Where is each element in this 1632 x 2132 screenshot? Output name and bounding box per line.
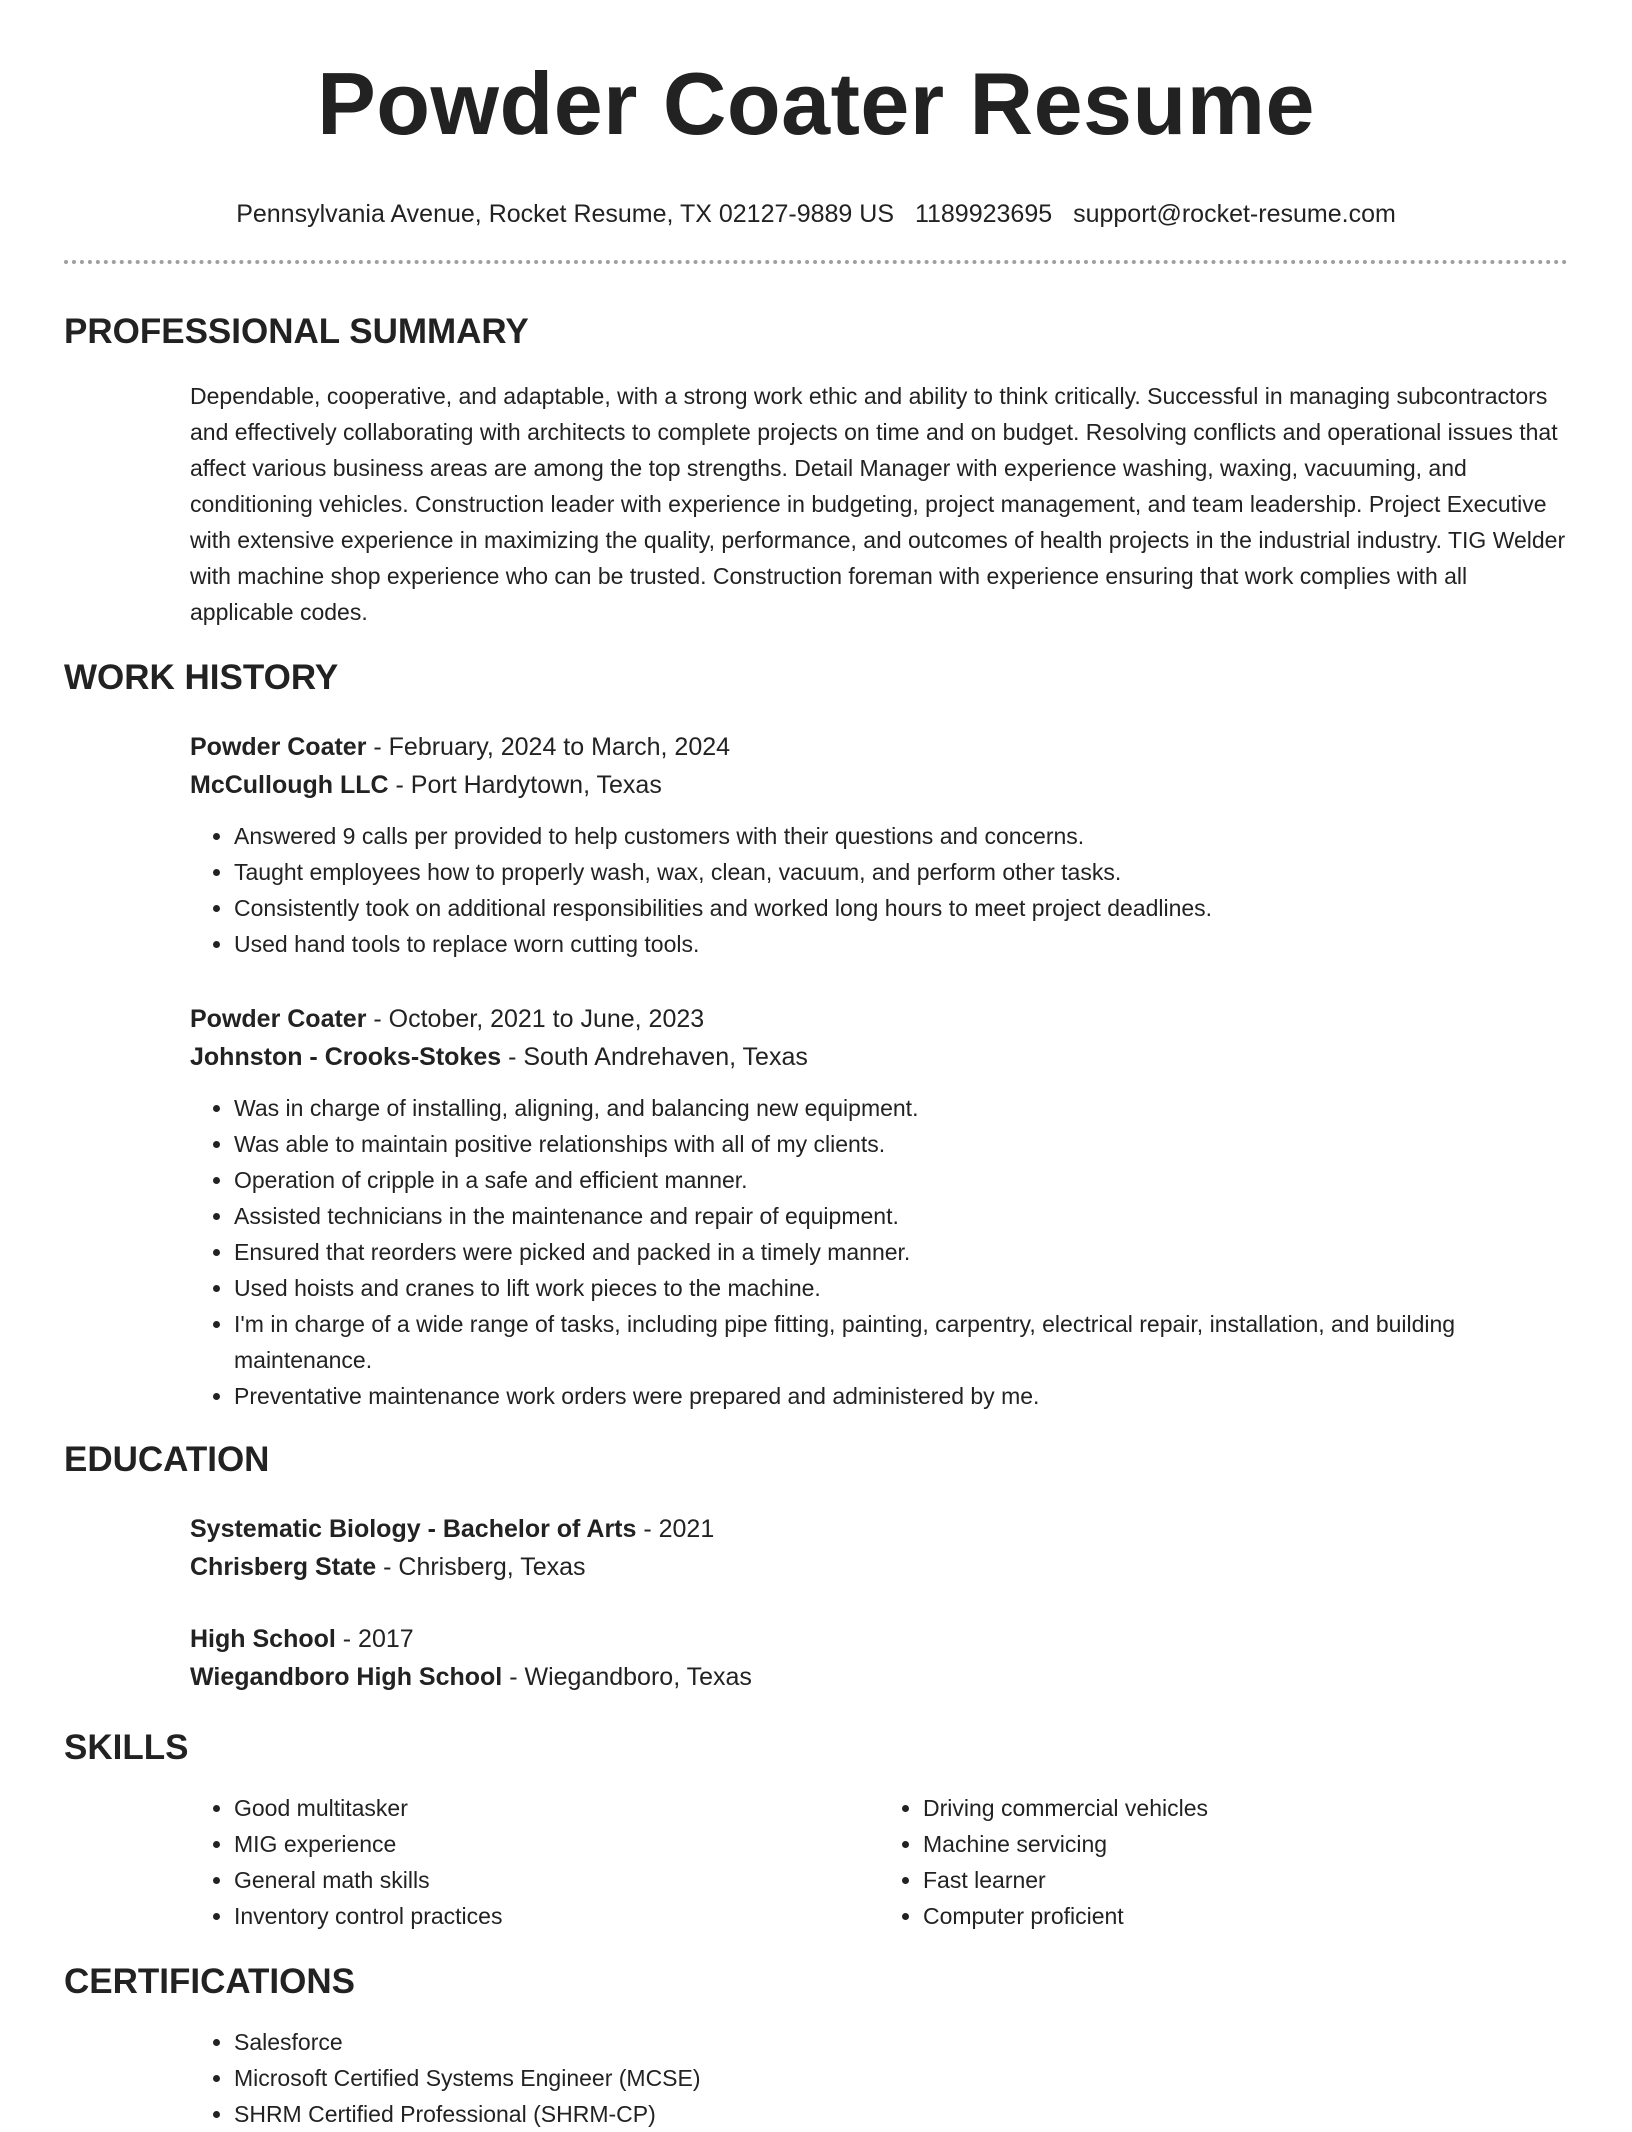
- education-school: Wiegandboro High School: [190, 1663, 503, 1691]
- job-company: McCullough LLC: [190, 771, 389, 799]
- job-role: Powder Coater: [190, 733, 367, 761]
- skills-section: [64, 1726, 1568, 1934]
- list-item: • Driving commercial vehicles: [923, 1790, 1568, 1826]
- work-history-section: [64, 656, 1568, 1414]
- list-item: • Operation of cripple in a safe and efficient manner.: [234, 1162, 1568, 1198]
- skills-column-right: [879, 1790, 1568, 1934]
- work-history-heading: WORK HISTORY: [64, 658, 339, 697]
- education-year: - 2017: [335, 1625, 414, 1653]
- education-degree-line: [190, 1620, 1568, 1658]
- list-item: • MIG experience: [234, 1826, 879, 1862]
- skills-heading: SKILLS: [64, 1728, 189, 1767]
- skills-column-left: [190, 1790, 879, 1934]
- list-item: • Was able to maintain positive relationships with all of my clients.: [234, 1126, 1568, 1162]
- education-year: - 2021: [636, 1515, 715, 1543]
- education-degree: High School: [190, 1625, 336, 1653]
- education-degree: Systematic Biology - Bachelor of Arts: [190, 1515, 637, 1543]
- list-item: • Salesforce: [234, 2024, 1568, 2060]
- job-entry: [190, 1000, 1568, 1414]
- list-item: • I'm in charge of a wide range of tasks, including pipe fitting, painting, carpentry, electrical repair, installation, and building maintenance.: [234, 1306, 1568, 1378]
- contact-email[interactable]: support@rocket-resume.com: [1073, 200, 1396, 228]
- skills-grid: [190, 1790, 1568, 1934]
- education-entry: [190, 1620, 1568, 1696]
- list-item: • Ensured that reorders were picked and packed in a timely manner.: [234, 1234, 1568, 1270]
- education-school-line: [190, 1548, 1568, 1586]
- education-section: [64, 1438, 1568, 1696]
- list-item: • General math skills: [234, 1862, 879, 1898]
- education-school-line: [190, 1658, 1568, 1696]
- job-title-line: [190, 728, 1568, 766]
- certifications-section: [64, 1960, 1568, 2132]
- education-location: - Wiegandboro, Texas: [502, 1663, 752, 1691]
- list-item: • Used hoists and cranes to lift work pieces to the machine.: [234, 1270, 1568, 1306]
- list-item: • Good multitasker: [234, 1790, 879, 1826]
- summary-heading: PROFESSIONAL SUMMARY: [64, 312, 529, 351]
- list-item: • Computer proficient: [923, 1898, 1568, 1934]
- list-item: • SHRM Certified Professional (SHRM-CP): [234, 2096, 1568, 2132]
- list-item: • Fast learner: [923, 1862, 1568, 1898]
- job-company: Johnston - Crooks-Stokes: [190, 1043, 502, 1071]
- list-item: • Used hand tools to replace worn cutting tools.: [234, 926, 1568, 962]
- resume-title: Powder Coater Resume: [317, 54, 1315, 153]
- list-item: • Machine servicing: [923, 1826, 1568, 1862]
- certifications-heading: CERTIFICATIONS: [64, 1962, 356, 2001]
- list-item: • Microsoft Certified Systems Engineer (MCSE): [234, 2060, 1568, 2096]
- job-location: - South Andrehaven, Texas: [501, 1043, 808, 1071]
- certifications-list: [190, 2024, 1568, 2132]
- contact-line: [0, 198, 1632, 230]
- job-dates: - October, 2021 to June, 2023: [366, 1005, 705, 1033]
- summary-section: [64, 310, 1568, 630]
- header-divider: [64, 260, 1568, 264]
- list-item: • Was in charge of installing, aligning, and balancing new equipment.: [234, 1090, 1568, 1126]
- list-item: • Answered 9 calls per provided to help customers with their questions and concerns.: [234, 818, 1568, 854]
- contact-phone[interactable]: 1189923695: [914, 200, 1053, 228]
- job-location: - Port Hardytown, Texas: [388, 771, 662, 799]
- job-company-line: [190, 1038, 1568, 1076]
- list-item: • Inventory control practices: [234, 1898, 879, 1934]
- job-role: Powder Coater: [190, 1005, 367, 1033]
- job-bullets: [190, 818, 1568, 962]
- education-degree-line: [190, 1510, 1568, 1548]
- job-company-line: [190, 766, 1568, 804]
- job-entry: [190, 728, 1568, 962]
- list-item: • Assisted technicians in the maintenance and repair of equipment.: [234, 1198, 1568, 1234]
- job-dates: - February, 2024 to March, 2024: [366, 733, 731, 761]
- job-title-line: [190, 1000, 1568, 1038]
- list-item: • Consistently took on additional responsibilities and worked long hours to meet project deadlines.: [234, 890, 1568, 926]
- education-school: Chrisberg State: [190, 1553, 377, 1581]
- list-item: • Preventative maintenance work orders were prepared and administered by me.: [234, 1378, 1568, 1414]
- list-item: • Taught employees how to properly wash, wax, clean, vacuum, and perform other tasks.: [234, 854, 1568, 890]
- summary-text: Dependable, cooperative, and adaptable, with a strong work ethic and ability to think critically. Successful in managing subcontractors and effectively collaborating with architects to complete projects on time and on budget. Resolving conflicts and operational issues that affect various business areas are among the top strengths. Detail Manager with experience washing, waxing, vacuuming, and conditioning vehicles. Construction leader with experience in budgeting, project management, and team leadership. Project Executive with extensive experience in maximizing the quality, performance, and outcomes of health projects in the industrial industry. TIG Welder with machine shop experience who can be trusted. Construction foreman with experience ensuring that work complies with all applicable codes.: [190, 383, 1566, 625]
- contact-address: Pennsylvania Avenue, Rocket Resume, TX 02127-9889 US: [236, 200, 894, 228]
- education-heading: EDUCATION: [64, 1440, 270, 1479]
- education-entry: [190, 1510, 1568, 1586]
- education-location: - Chrisberg, Texas: [376, 1553, 586, 1581]
- job-bullets: [190, 1090, 1568, 1414]
